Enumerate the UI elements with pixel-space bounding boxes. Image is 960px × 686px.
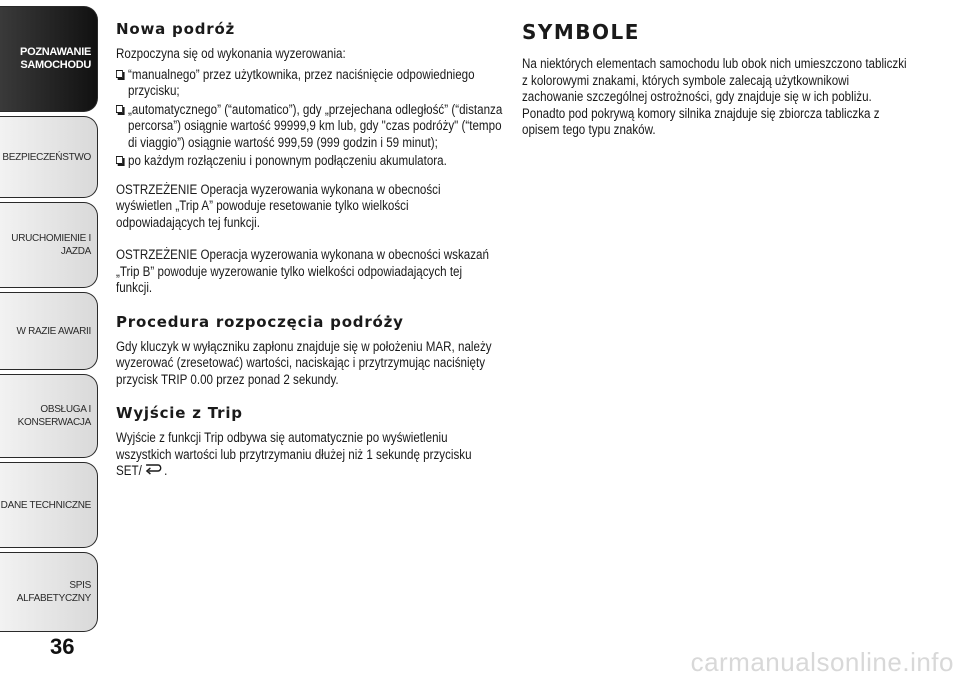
section-title-procedura: Procedura rozpoczęcia podróży (116, 312, 404, 331)
tab-w-razie-awarii[interactable] (0, 292, 98, 370)
tab-bezpieczenstwo[interactable] (0, 116, 98, 198)
chapter-tabs (0, 0, 100, 640)
section-title-nowa-podroz: Nowa podróż (116, 20, 236, 38)
tab-label: BEZPIECZEŃSTWO (2, 151, 91, 163)
tab-label: URUCHOMIENIE I JAZDA (11, 233, 91, 257)
paragraph-wyjscie (116, 430, 495, 480)
list-item: „automatycznego” (“automatico”), gdy „przejechana odległość” (“distanza percorsa”) osiągnie wartość 99999,9 km lub, gdy "czas podróży" (“tempo di viaggio”) osiągnie wartość 999,59 (999 godzin i 59 minut); (116, 102, 507, 152)
tab-label: DANE TECHNICZNE (0, 499, 91, 511)
tab-label: SPIS ALFABETYCZNY (16, 580, 91, 604)
tab-dane-techniczne[interactable] (0, 462, 98, 548)
section-title-symbole: SYMBOLE (522, 20, 640, 44)
paragraph-symbole: Na niektórych elementach samochodu lub obok nich umieszczono tabliczki z kolorowymi znakami, których symbole zalecają użytkownikowi zachowanie szczególnej ostrożności, gdy znajduje się w ich pobliżu. Ponadto pod pokrywą komory silnika znajduje się zbiorcza tabliczka z opisem tego typu znaków. (522, 56, 907, 137)
paragraph-wyjscie-end: . (164, 463, 168, 478)
right-column (522, 20, 912, 139)
paragraph-intro: Rozpoczyna się od wykonania wyzerowania: (116, 46, 346, 61)
paragraph-procedura: Gdy kluczyk w wyłączniku zapłonu znajduje się w położeniu MAR, należy wyzerować (zresetować) wartości, naciskając i przytrzymując naciśnięty przycisk TRIP 0.00 przez ponad 2 sekundy. (116, 338, 492, 387)
tab-spis-alfabetyczny[interactable] (0, 552, 98, 632)
tab-obsluga-konserwacja[interactable] (0, 374, 98, 458)
list-item: “manualnego” przez użytkownika, przez naciśnięcie odpowiedniego przycisku; (116, 67, 507, 100)
tab-label: OBSŁUGA I KONSERWACJA (17, 404, 91, 428)
tab-poznawanie-samochodu[interactable] (0, 6, 98, 112)
warning-trip-a: OSTRZEŻENIE Operacja wyzerowania wykonana w obecności wyświetlen „Trip A” powoduje resetowanie tylko wielkości odpowiadających tej funkcji. (116, 181, 441, 230)
left-column (116, 20, 503, 480)
list-item: po każdym rozłączeniu i ponownym podłączeniu akumulatora. (116, 153, 507, 170)
section-title-wyjscie: Wyjście z Trip (116, 404, 243, 422)
tab-uruchomienie-jazda[interactable] (0, 202, 98, 288)
tab-label: POZNAWANIE SAMOCHODU (20, 46, 91, 71)
return-arrow-icon (144, 463, 163, 480)
paragraph-wyjscie-text: Wyjście z funkcji Trip odbywa się automatycznie po wyświetleniu wszystkich wartości lub przytrzymaniu dłużej niż 1 sekundę przycisku SET/ (116, 430, 472, 478)
reset-list (116, 66, 503, 170)
warning-trip-b: OSTRZEŻENIE Operacja wyzerowania wykonana w obecności wskazań „Trip B” powoduje wyzerowanie tylko wielkości odpowiadających tej funkcji. (116, 247, 489, 295)
page-number: 36 (50, 634, 75, 659)
tab-label: W RAZIE AWARII (16, 325, 91, 337)
watermark: carmanualsonline.info (690, 647, 954, 677)
